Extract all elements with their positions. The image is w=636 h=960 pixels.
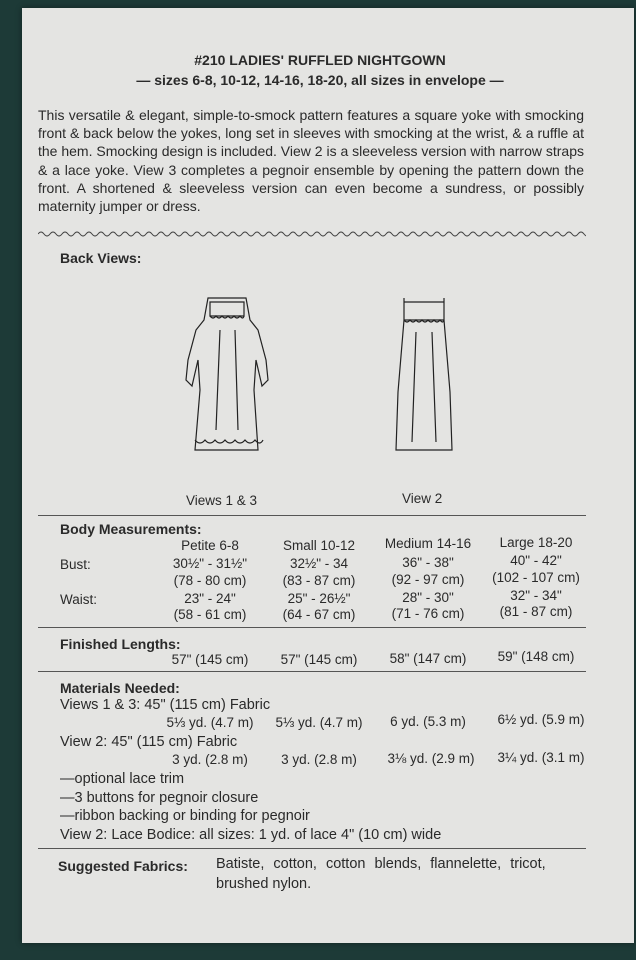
cell: 40" - 42" [510, 553, 562, 568]
description: This versatile & elegant, simple-to-smock pattern features a square yoke with smocking front & back below the yokes, long set in sleeves with smocking at the wrist, & a ruffle at the hem. Smocking design is included. View 2 is a sleeveless version with narrow straps & a lace yoke. View 3 completes a pegnoir ensemble by opening the pattern down the front. A shortened & sleeveless version can even become a sundress, or possibly maternity jumper or dress. [38, 107, 584, 215]
bust-label: Bust: [60, 557, 91, 572]
cell: (92 - 97 cm) [391, 572, 465, 587]
yardage: 3 yd. (2.8 m) [281, 752, 357, 767]
body-measurements-heading: Body Measurements: [60, 521, 202, 537]
yardage: 3 yd. (2.8 m) [172, 752, 248, 767]
size-header: Small 10-12 [282, 538, 356, 553]
suggested-fabrics-line1: Batiste, cotton, cotton blends, flannelette, tricot, [216, 856, 546, 872]
size-header: Petite 6-8 [181, 538, 239, 553]
length-value: 59" (148 cm) [497, 649, 575, 664]
size-header: Medium 14-16 [384, 536, 472, 551]
waist-label: Waist: [60, 592, 97, 607]
material-note: —ribbon backing or binding for pegnoir [60, 808, 310, 824]
caption-views-1-3: Views 1 & 3 [186, 493, 258, 508]
size-header: Large 18-20 [499, 535, 573, 550]
cell: 36" - 38" [402, 555, 454, 570]
caption-view-2: View 2 [402, 491, 443, 506]
cell: (81 - 87 cm) [499, 604, 573, 619]
yardage: 3¼ yd. (3.1 m) [497, 750, 585, 765]
cell: 32" - 34" [510, 588, 562, 603]
cell: 32½" - 34 [289, 556, 349, 571]
yardage: 5⅓ yd. (4.7 m) [275, 715, 363, 730]
length-value: 58" (147 cm) [389, 651, 467, 666]
yardage: 6½ yd. (5.9 m) [497, 712, 585, 727]
finished-lengths-heading: Finished Lengths: [60, 636, 181, 652]
material-note: —optional lace trim [60, 771, 185, 787]
cell: (78 - 80 cm) [173, 573, 247, 588]
view-2-fabric: View 2: 45" (115 cm) Fabric [60, 734, 238, 750]
cell: (83 - 87 cm) [282, 573, 356, 588]
yardage: 5⅓ yd. (4.7 m) [166, 715, 254, 730]
title: #210 LADIES' RUFFLED NIGHTGOWN [194, 52, 446, 68]
length-value: 57" (145 cm) [280, 652, 358, 667]
cell: (64 - 67 cm) [282, 607, 356, 622]
material-note: —3 buttons for pegnoir closure [60, 790, 259, 806]
views-1-3-fabric: Views 1 & 3: 45" (115 cm) Fabric [60, 697, 271, 713]
cell: (58 - 61 cm) [173, 607, 247, 622]
suggested-fabrics-line2: brushed nylon. [216, 876, 312, 892]
lace-bodice-note: View 2: Lace Bodice: all sizes: 1 yd. of lace 4" (10 cm) wide [60, 827, 442, 843]
back-views-heading: Back Views: [60, 250, 142, 266]
cell: 23" - 24" [184, 591, 236, 606]
cell: 30½" - 31½" [172, 556, 248, 571]
subtitle: — sizes 6-8, 10-12, 14-16, 18-20, all sizes in envelope — [136, 72, 504, 88]
cell: (71 - 76 cm) [391, 606, 465, 621]
length-value: 57" (145 cm) [171, 652, 249, 667]
dress-view-2-illustration [390, 292, 460, 457]
yardage: 3⅛ yd. (2.9 m) [387, 751, 475, 766]
materials-heading: Materials Needed: [60, 680, 180, 696]
decorative-divider [38, 230, 586, 238]
yardage: 6 yd. (5.3 m) [390, 714, 466, 729]
cell: 28" - 30" [402, 590, 454, 605]
cell: (102 - 107 cm) [492, 570, 580, 585]
suggested-fabrics-heading: Suggested Fabrics: [58, 858, 188, 874]
cell: 25" - 26½" [287, 591, 351, 606]
dress-view-1-3-illustration [180, 290, 275, 458]
